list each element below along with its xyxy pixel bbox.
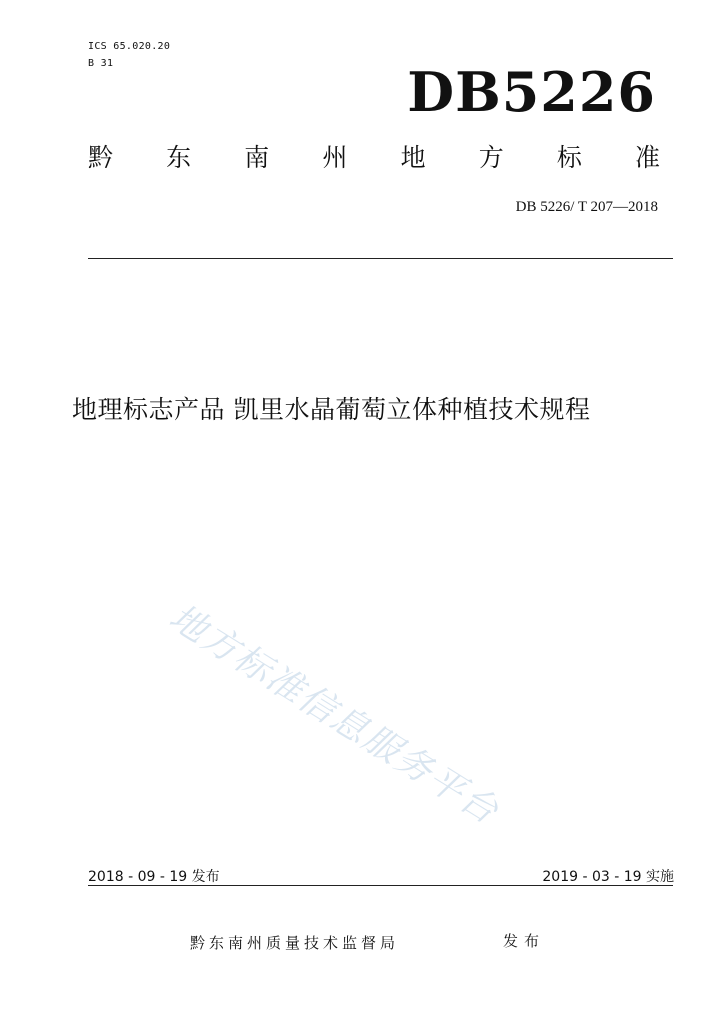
implement-date: 2019 - 03 - 19 实施 [542, 869, 674, 885]
ccs-code: B 31 [88, 58, 114, 69]
standard-code: DB5226 [407, 60, 656, 124]
watermark: 地方标准信息服务平台 [162, 596, 507, 833]
publish-label: 发布 [503, 932, 546, 950]
standard-kind-char: 标 [556, 143, 582, 172]
document-title: 地理标志产品 凯里水晶葡萄立体种植技术规程 [72, 395, 591, 424]
standard-kind [88, 140, 660, 176]
classification-codes [88, 38, 170, 72]
standard-kind-char: 东 [166, 143, 192, 172]
standard-number: DB 5226/ T 207—2018 [515, 199, 658, 215]
bottom-divider [88, 885, 673, 886]
ics-code: ICS 65.020.20 [88, 41, 171, 52]
standard-kind-char: 方 [478, 143, 504, 172]
standard-kind-char: 准 [634, 143, 660, 172]
issuer-name: 黔东南州质量技术监督局 [190, 934, 400, 952]
standard-kind-char: 南 [244, 143, 270, 172]
standard-kind-char: 黔 [88, 143, 114, 172]
top-divider [88, 258, 673, 259]
standard-kind-char: 州 [322, 143, 348, 172]
issue-date: 2018 - 09 - 19 发布 [88, 869, 220, 885]
standard-kind-char: 地 [400, 143, 426, 172]
